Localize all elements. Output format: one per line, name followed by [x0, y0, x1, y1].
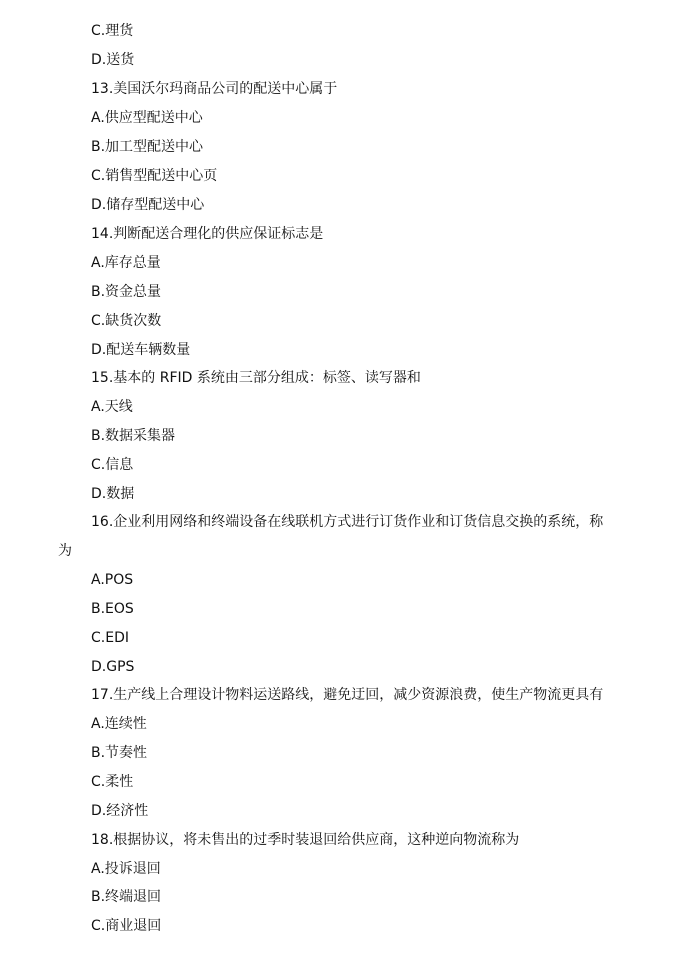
option-a-q13: A.供应型配送中心 [91, 110, 203, 126]
question-16: 16.企业利用网络和终端设备在线联机方式进行订货作业和订货信息交换的系统，称 [91, 514, 604, 530]
question-16-continuation: 为 [58, 543, 72, 559]
option-b-q18: B.终端退回 [91, 889, 162, 905]
option-b-q16: B.EOS [91, 601, 134, 617]
option-a-q18: A.投诉退回 [91, 861, 161, 877]
question-18: 18.根据协议，将未售出的过季时装退回给供应商，这种逆向物流称为 [91, 832, 520, 848]
option-b-q17: B.节奏性 [91, 745, 148, 761]
option-c-q13: C.销售型配送中心页 [91, 168, 218, 184]
option-b-q15: B.数据采集器 [91, 428, 176, 444]
option-d-q12: D.送货 [91, 52, 135, 68]
option-c-q14: C.缺货次数 [91, 313, 162, 329]
question-15: 15.基本的 RFID 系统由三部分组成：标签、读写器和 [91, 370, 421, 386]
question-17: 17.生产线上合理设计物料运送路线，避免迂回，减少资源浪费，使生产物流更具有 [91, 687, 604, 703]
option-c-q17: C.柔性 [91, 774, 134, 790]
question-13: 13.美国沃尔玛商品公司的配送中心属于 [91, 81, 338, 97]
option-c-q18: C.商业退回 [91, 918, 162, 934]
option-a-q14: A.库存总量 [91, 255, 161, 271]
option-b-q14: B.资金总量 [91, 284, 162, 300]
option-c-q15: C.信息 [91, 457, 134, 473]
option-b-q13: B.加工型配送中心 [91, 139, 204, 155]
option-d-q14: D.配送车辆数量 [91, 342, 191, 358]
option-c-q12: C.理货 [91, 23, 134, 39]
option-d-q17: D.经济性 [91, 803, 149, 819]
option-a-q15: A.天线 [91, 399, 133, 415]
question-14: 14.判断配送合理化的供应保证标志是 [91, 226, 324, 242]
option-d-q13: D.储存型配送中心 [91, 197, 205, 213]
option-a-q16: A.POS [91, 572, 134, 588]
option-d-q16: D.GPS [91, 659, 135, 675]
option-c-q16: C.EDI [91, 630, 129, 646]
option-d-q15: D.数据 [91, 486, 135, 502]
option-a-q17: A.连续性 [91, 716, 147, 732]
